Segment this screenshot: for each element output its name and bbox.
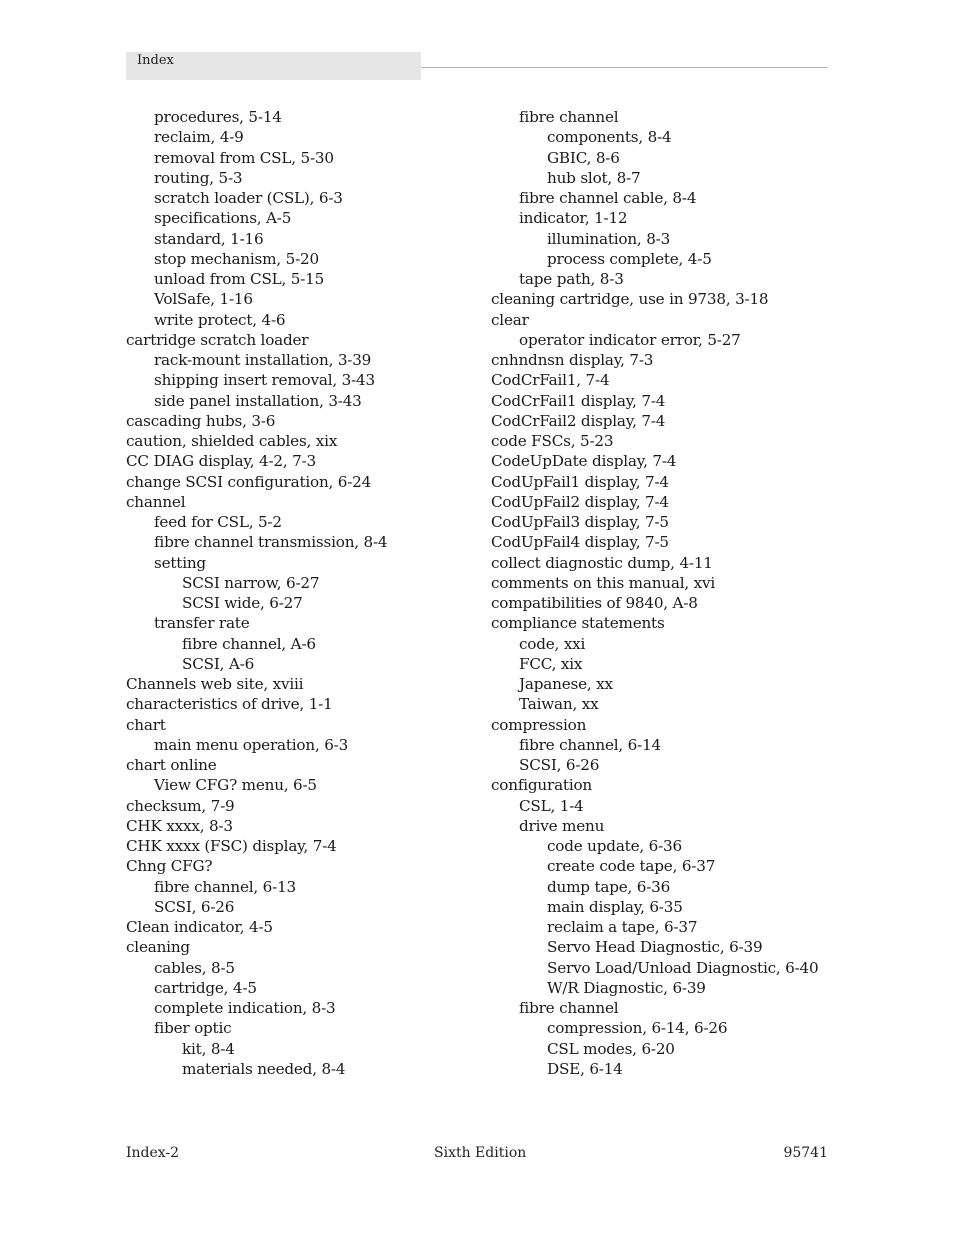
header-tab [126, 52, 421, 80]
index-entry: cnhndnsn display, 7-3 [491, 351, 654, 369]
index-entry: compression, 6-14, 6-26 [547, 1019, 728, 1038]
index-entry: compatibilities of 9840, A-8 [491, 594, 698, 612]
index-entry: SCSI, A-6 [182, 654, 255, 673]
index-entry: code update, 6-36 [547, 837, 682, 855]
index-entry: side panel installation, 3-43 [154, 391, 362, 410]
index-entry: channel [126, 492, 186, 511]
index-entry: clear [491, 310, 529, 329]
index-entry: fibre channel [519, 108, 619, 126]
index-entry: fiber optic [154, 1019, 232, 1038]
index-entry: CodUpFail3 display, 7-5 [491, 513, 669, 531]
index-entry: fibre channel cable, 8-4 [519, 189, 697, 207]
index-entry: rack-mount installation, 3-39 [154, 351, 372, 369]
index-entry: Servo Load/Unload Diagnostic, 6-40 [547, 958, 819, 977]
index-entry: fibre channel transmission, 8-4 [154, 533, 388, 552]
index-entry: compression [491, 715, 587, 734]
index-entry: Channels web site, xviii [126, 675, 304, 693]
index-entry: tape path, 8-3 [519, 270, 624, 288]
index-entry: CSL, 1-4 [519, 796, 584, 815]
index-entry: complete indication, 8-3 [154, 999, 336, 1017]
header-label: Index [137, 53, 174, 68]
index-entry: Chng CFG? [126, 857, 213, 876]
index-entry: characteristics of drive, 1-1 [126, 695, 333, 714]
index-entry: CodeUpDate display, 7-4 [491, 452, 677, 471]
index-entry: hub slot, 8-7 [547, 168, 641, 187]
index-entry: SCSI, 6-26 [519, 756, 600, 774]
index-entry: CHK xxxx (FSC) display, 7-4 [126, 837, 337, 855]
index-entry: write protect, 4-6 [154, 310, 286, 329]
index-entry: code FSCs, 5-23 [491, 432, 614, 450]
index-entry: CodUpFail1 display, 7-4 [491, 472, 669, 491]
index-entry: illumination, 8-3 [547, 229, 671, 248]
index-column-right [491, 107, 831, 1079]
index-column-left [126, 107, 466, 1079]
index-entry: DSE, 6-14 [547, 1059, 623, 1078]
index-entry: operator indicator error, 5-27 [519, 330, 741, 349]
index-entry: CodCrFail1, 7-4 [491, 371, 610, 390]
index-entry: dump tape, 6-36 [547, 877, 671, 896]
index-entry: CSL modes, 6-20 [547, 1039, 675, 1058]
index-entry: removal from CSL, 5-30 [154, 148, 334, 167]
index-entry: scratch loader (CSL), 6-3 [154, 189, 343, 207]
index-entry: compliance statements [491, 614, 665, 633]
index-entry: components, 8-4 [547, 128, 672, 147]
index-entry: cables, 8-5 [154, 958, 235, 977]
index-entry: stop mechanism, 5-20 [154, 249, 319, 268]
index-entry: standard, 1-16 [154, 229, 264, 248]
index-entry: fibre channel, 6-14 [519, 735, 662, 754]
index-entry: kit, 8-4 [182, 1039, 235, 1058]
index-entry: indicator, 1-12 [519, 209, 628, 228]
index-entry: SCSI, 6-26 [154, 897, 235, 916]
index-entry: SCSI narrow, 6-27 [182, 573, 320, 592]
index-entry: reclaim a tape, 6-37 [547, 918, 698, 936]
index-entry: collect diagnostic dump, 4-11 [491, 553, 713, 572]
index-entry: routing, 5-3 [154, 168, 243, 187]
index-entry: CodUpFail2 display, 7-4 [491, 492, 669, 511]
index-entry: cartridge scratch loader [126, 330, 309, 349]
index-entry: cleaning [126, 938, 190, 957]
index-entry: cleaning cartridge, use in 9738, 3-18 [491, 290, 769, 309]
index-entry: main menu operation, 6-3 [154, 735, 349, 754]
index-entry: FCC, xix [519, 654, 583, 673]
index-entry: procedures, 5-14 [154, 108, 282, 126]
index-entry: Taiwan, xx [519, 695, 599, 714]
index-entry: reclaim, 4-9 [154, 128, 244, 147]
index-entry: process complete, 4-5 [547, 249, 712, 268]
index-entry: specifications, A-5 [154, 209, 292, 228]
index-entry: chart [126, 715, 166, 734]
index-entry: create code tape, 6-37 [547, 857, 716, 876]
footer-page-number: Index-2 [126, 1145, 180, 1161]
index-entry: CodCrFail2 display, 7-4 [491, 411, 666, 430]
index-entry: CodUpFail4 display, 7-5 [491, 533, 669, 552]
index-entry: main display, 6-35 [547, 897, 683, 916]
index-entry: CodCrFail1 display, 7-4 [491, 391, 666, 410]
index-entry: GBIC, 8-6 [547, 148, 620, 167]
index-entry: shipping insert removal, 3-43 [154, 371, 375, 390]
index-entry: Clean indicator, 4-5 [126, 918, 273, 936]
index-entry: Servo Head Diagnostic, 6-39 [547, 938, 763, 957]
index-entry: fibre channel [519, 999, 619, 1017]
index-entry: feed for CSL, 5-2 [154, 513, 282, 531]
index-entry: materials needed, 8-4 [182, 1059, 346, 1078]
index-entry: fibre channel, 6-13 [154, 877, 297, 896]
index-entry: checksum, 7-9 [126, 796, 235, 815]
footer-edition: Sixth Edition [434, 1145, 527, 1161]
index-entry: configuration [491, 776, 593, 795]
index-entry: View CFG? menu, 6-5 [154, 776, 317, 795]
index-entry: setting [154, 553, 206, 572]
index-entry: drive menu [519, 816, 605, 835]
index-entry: change SCSI configuration, 6-24 [126, 472, 372, 491]
index-entry: SCSI wide, 6-27 [182, 594, 303, 612]
index-entry: cartridge, 4-5 [154, 978, 257, 997]
index-entry: transfer rate [154, 614, 250, 633]
footer-doc-number: 95741 [783, 1145, 828, 1161]
index-entry: W/R Diagnostic, 6-39 [547, 978, 706, 997]
index-entry: cascading hubs, 3-6 [126, 411, 276, 430]
header-rule [421, 67, 828, 68]
index-entry: fibre channel, A-6 [182, 634, 316, 653]
index-entry: comments on this manual, xvi [491, 573, 716, 592]
index-entry: code, xxi [519, 634, 586, 653]
index-entry: chart online [126, 756, 217, 774]
index-entry: CHK xxxx, 8-3 [126, 816, 233, 835]
index-entry: CC DIAG display, 4-2, 7-3 [126, 452, 316, 471]
index-entry: VolSafe, 1-16 [154, 290, 253, 309]
index-entry: caution, shielded cables, xix [126, 432, 338, 450]
index-entry: Japanese, xx [519, 675, 613, 693]
index-entry: unload from CSL, 5-15 [154, 270, 325, 288]
